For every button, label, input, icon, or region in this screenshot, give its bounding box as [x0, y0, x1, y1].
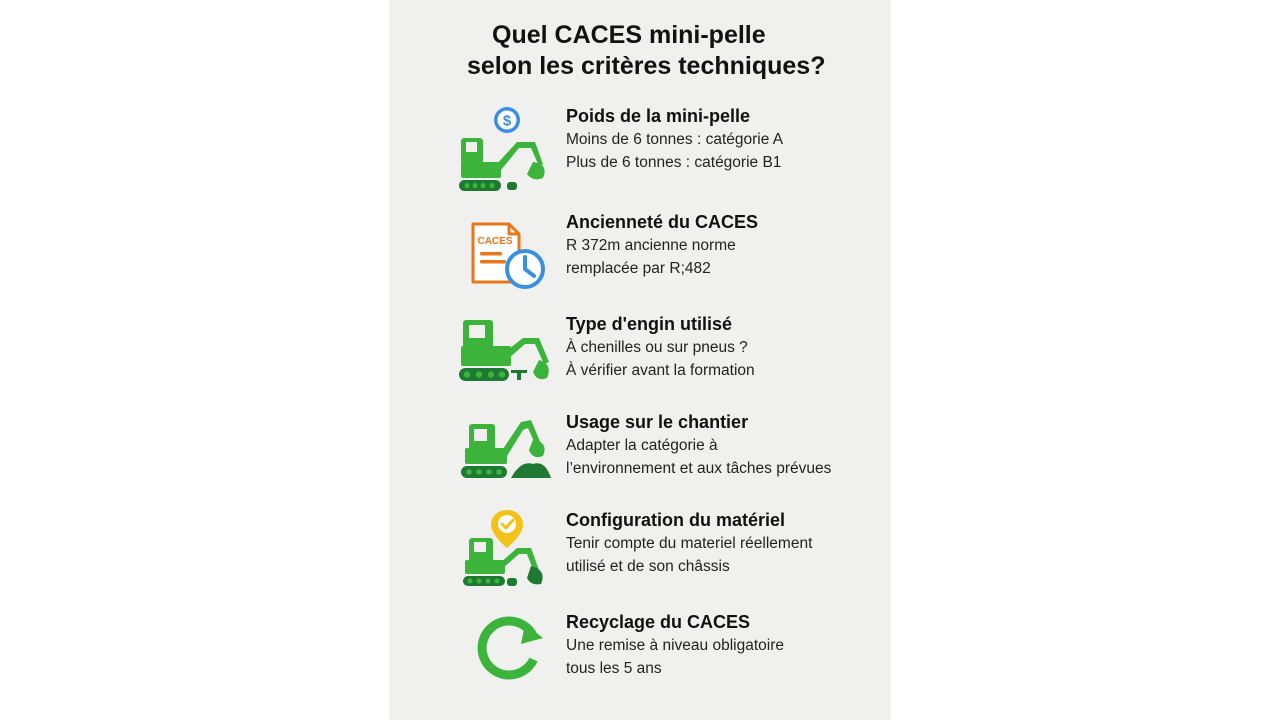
criterion-text-line: l’environnement et aux tâches prévues — [566, 460, 832, 477]
criterion-machine-type — [389, 312, 891, 408]
criterion-text-line: À chenilles ou sur pneus ? — [566, 339, 748, 356]
criterion-text-line: tous les 5 ans — [566, 660, 662, 677]
svg-text:$: $ — [502, 112, 512, 130]
title-line-1: Quel CACES mini-pelle — [492, 21, 766, 49]
caces-document-clock-icon — [455, 210, 551, 306]
criterion-text-line: Tenir compte du materiel réellement — [566, 535, 813, 552]
criterion-seniority — [389, 210, 891, 306]
criterion-text-line: utilisé et de son châssis — [566, 558, 730, 575]
criterion-text-line: Plus de 6 tonnes : catégorie B1 — [566, 154, 782, 171]
title-line-2: selon les critères techniques? — [467, 52, 826, 80]
criterion-heading: Configuration du matériel — [566, 510, 786, 530]
criterion-text-line: Moins de 6 tonnes : catégorie A — [566, 131, 784, 148]
criterion-configuration — [389, 508, 891, 604]
criterion-text-line: À vérifier avant la formation — [566, 362, 755, 379]
criterion-text-line: Une remise à niveau obligatoire — [566, 637, 784, 654]
excavator-location-check-icon — [455, 508, 551, 604]
criterion-heading: Usage sur le chantier — [566, 412, 749, 432]
criterion-text-line: remplacée par R;482 — [566, 260, 711, 277]
criterion-heading: Ancienneté du CACES — [566, 212, 759, 232]
criterion-heading: Type d'engin utilisé — [566, 314, 732, 334]
page-title — [389, 20, 891, 82]
excavator-digging-icon — [455, 410, 551, 506]
excavator-tracks-icon — [455, 312, 551, 408]
caces-icon-label: CACES — [477, 236, 513, 247]
criterion-text-line: Adapter la catégorie à — [566, 437, 718, 454]
criterion-weight — [389, 104, 891, 200]
criterion-text-line: R 372m ancienne norme — [566, 237, 736, 254]
recycle-arrow-icon — [455, 610, 551, 706]
criterion-recycling — [389, 610, 891, 706]
criterion-site-usage — [389, 410, 891, 506]
infographic-panel — [389, 0, 891, 720]
criterion-heading: Poids de la mini-pelle — [566, 106, 751, 126]
criterion-heading: Recyclage du CACES — [566, 612, 751, 632]
excavator-with-dollar-icon — [455, 104, 551, 200]
